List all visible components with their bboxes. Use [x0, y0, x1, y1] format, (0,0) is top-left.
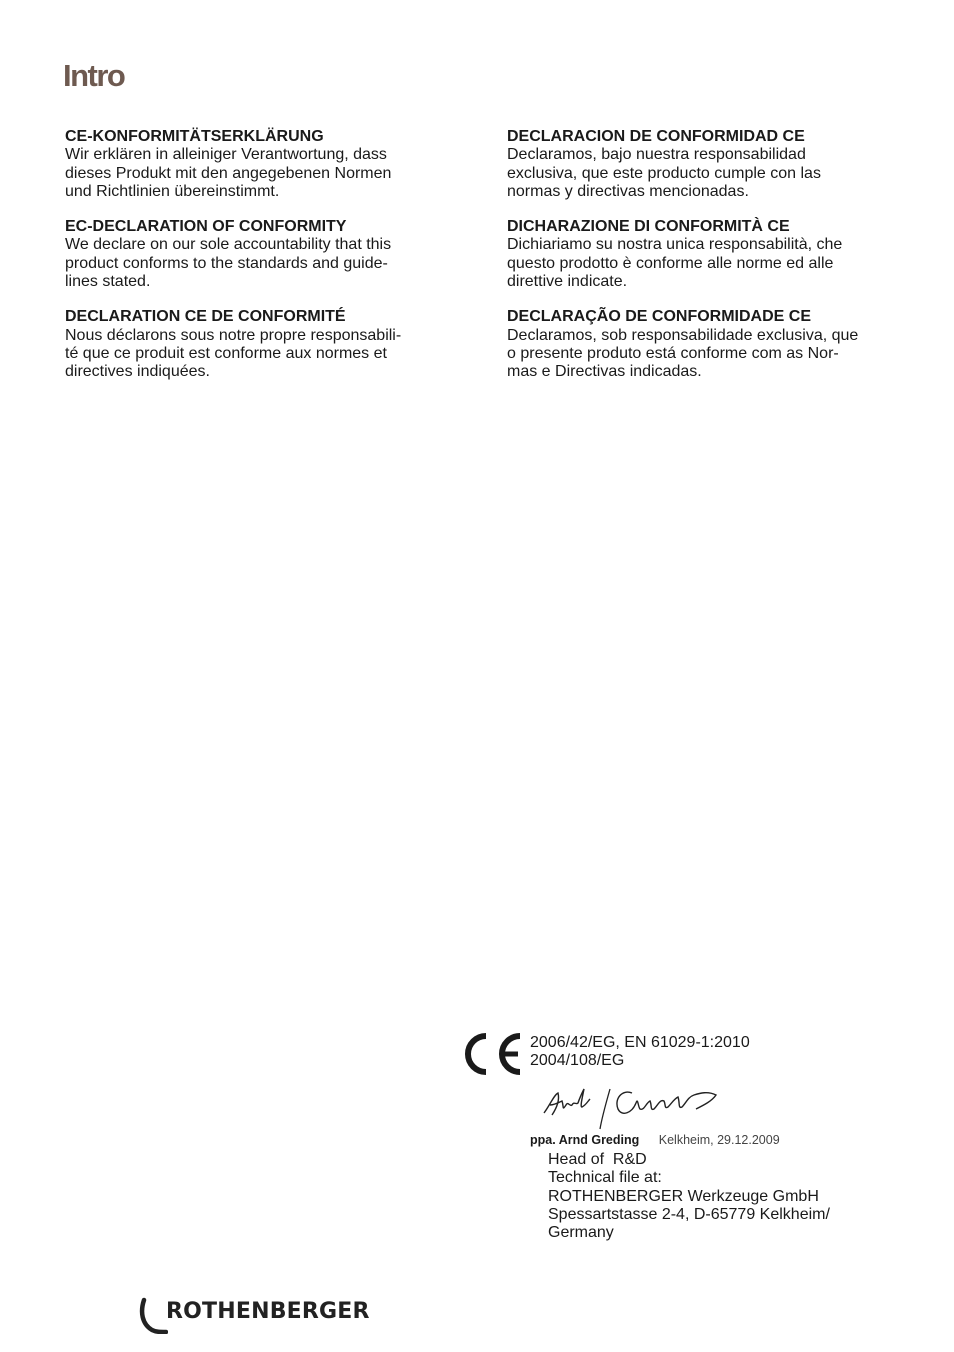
standard-line: 2006/42/EG, EN 61029-1:2010: [530, 1034, 750, 1051]
declaration-de: [65, 128, 450, 201]
address-line: Spessartstasse 2-4, D-65779 Kelkheim/: [548, 1205, 830, 1223]
declaration-line: mas e Directivas indicadas.: [507, 363, 702, 381]
declaration-en: [65, 218, 450, 291]
standard-line: 2004/108/EG: [530, 1052, 625, 1069]
declaration-line: té que ce produit est conforme aux normes et: [65, 344, 387, 362]
declaration-heading: DECLARAÇÃO DE CONFORMIDADE CE: [507, 308, 811, 326]
standards-list: [530, 1034, 750, 1070]
declarations-left-column: [65, 128, 450, 399]
page-title: Intro: [63, 58, 125, 93]
declaration-line: und Richtlinien übereinstimmt.: [65, 182, 280, 200]
declaration-es: [507, 128, 892, 201]
declarations-right-column: [507, 128, 892, 399]
declaration-line: Wir erklären in alleiniger Verantwortung, dass: [65, 146, 387, 164]
address-line: ROTHENBERGER Werkzeuge GmbH: [548, 1187, 819, 1205]
signer-place-date: Kelkheim, 29.12.2009: [658, 1133, 780, 1147]
declaration-line: normas y directivas mencionadas.: [507, 182, 749, 200]
declaration-line: dieses Produkt mit den angegebenen Normen: [65, 164, 392, 182]
declaration-line: direttive indicate.: [507, 273, 628, 291]
logo-hook-icon: [138, 1296, 168, 1334]
logo-text: ROTHENBERGER: [166, 1299, 370, 1324]
declaration-line: We declare on our sole accountability that this: [65, 236, 392, 254]
declaration-line: directives indiquées.: [65, 363, 210, 381]
address-line: Head of R&D: [548, 1151, 647, 1168]
address-block: [548, 1151, 830, 1242]
declaration-it: [507, 218, 892, 291]
declaration-line: product conforms to the standards and guide-: [65, 254, 388, 272]
declaration-line: lines stated.: [65, 273, 151, 291]
declaration-line: Declaramos, bajo nuestra responsabilidad: [507, 146, 806, 164]
address-line: Germany: [548, 1224, 614, 1242]
rothenberger-logo: [138, 1296, 388, 1334]
declaration-line: questo prodotto è conforme alle norme ed alle: [507, 254, 834, 272]
signer-row: [530, 1133, 780, 1147]
declaration-line: exclusiva, que este producto cumple con las: [507, 164, 821, 182]
declaration-line: Declaramos, sob responsabilidade exclusiva, que: [507, 326, 859, 344]
declaration-line: Dichiariamo su nostra unica responsabilità, che: [507, 236, 843, 254]
declaration-line: Nous déclarons sous notre propre responsabili-: [65, 326, 402, 344]
address-line: Technical file at:: [548, 1169, 662, 1187]
declaration-fr: [65, 308, 450, 381]
declaration-heading: DECLARATION CE DE CONFORMITÉ: [65, 308, 346, 326]
declaration-pt: [507, 308, 892, 381]
declaration-heading: CE-KONFORMITÄTSERKLÄRUNG: [65, 128, 324, 145]
declaration-heading: EC-DECLARATION OF CONFORMITY: [65, 218, 347, 236]
declaration-line: o presente produto está conforme com as Nor-: [507, 344, 839, 362]
ce-mark-icon: [460, 1030, 524, 1078]
signer-name: ppa. Arnd Greding: [530, 1133, 640, 1147]
declaration-heading: DICHARAZIONE DI CONFORMITÀ CE: [507, 218, 790, 236]
signature-icon: [540, 1083, 725, 1135]
declaration-heading: DECLARACION DE CONFORMIDAD CE: [507, 128, 805, 145]
